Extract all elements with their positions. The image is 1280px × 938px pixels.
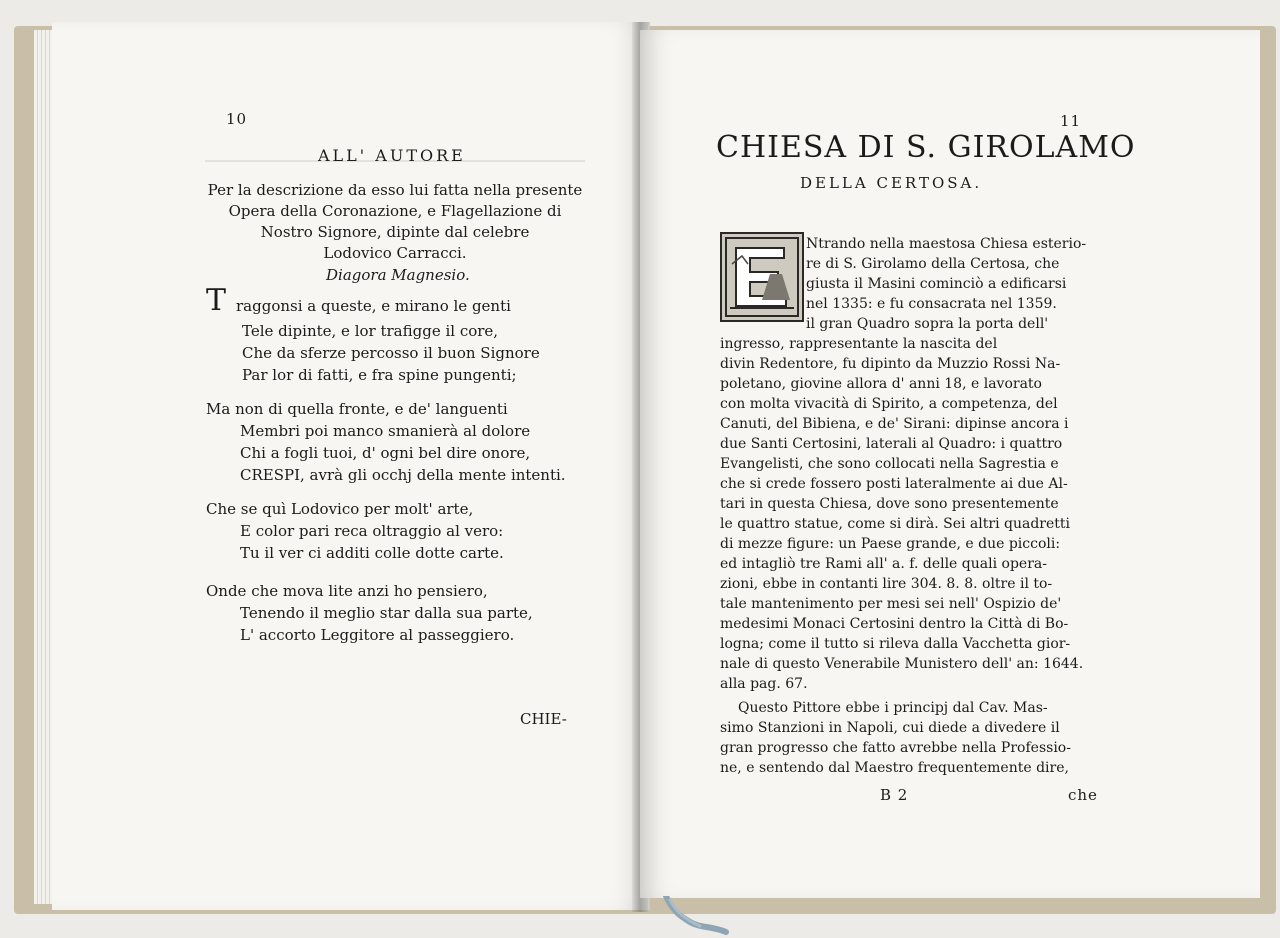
verse-line: Membri poi manco smanierà al dolore — [240, 422, 531, 440]
left-catchword: CHIE- — [520, 710, 567, 728]
prose-line: il gran Quadro sopra la porta dell' — [806, 316, 1049, 332]
verse-line: CRESPI, avrà gli occhj della mente intenti. — [240, 466, 566, 484]
prose-line: nale di questo Venerabile Munistero dell' an: 1644. — [720, 656, 1084, 672]
prose-line: medesimi Monaci Certosini dentro la Città di Bo- — [720, 616, 1069, 632]
verse-line: Tele dipinte, e lor trafigge il core, — [242, 322, 499, 340]
dedication-line: Nostro Signore, dipinte dal celebre — [260, 223, 530, 241]
prose-line: giusta il Masini cominciò a edificarsi — [806, 276, 1067, 292]
prose-line: re di S. Girolamo della Certosa, che — [806, 256, 1060, 272]
prose-line: le quattro statue, come si dirà. Sei altri quadretti — [720, 516, 1070, 532]
prose-line: due Santi Certosini, laterali al Quadro: i quattro — [720, 436, 1063, 452]
verse-line: E color pari reca oltraggio al vero: — [240, 522, 504, 540]
prose-line: logna; come il tutto si rileva dalla Vacchetta gior- — [720, 636, 1071, 652]
poem-dropcap: T — [206, 283, 227, 318]
chapter-title: CHIESA DI S. GIROLAMO — [716, 130, 1136, 165]
poem-author: Diagora Magnesio. — [326, 266, 470, 284]
dedication-line: Per la descrizione da esso lui fatta nella presente — [207, 181, 583, 199]
verse-line: L' accorto Leggitore al passeggiero. — [240, 626, 515, 644]
prose-line: poletano, giovine allora d' anni 18, e lavorato — [720, 376, 1042, 392]
verse-line: Che se quì Lodovico per molt' arte, — [206, 500, 474, 518]
prose-line: ne, e sentendo dal Maestro frequentemente dire, — [720, 760, 1069, 776]
prose-line: Evangelisti, che sono collocati nella Sagrestia e — [720, 456, 1059, 472]
dedication-line: Lodovico Carracci. — [323, 244, 467, 262]
prose-line: zioni, ebbe in contanti lire 304. 8. 8. oltre il to- — [720, 576, 1053, 592]
left-page-number: 10 — [226, 110, 248, 128]
left-page-heading: ALL' AUTORE — [318, 146, 466, 165]
prose-line: tari in questa Chiesa, dove sono presentemente — [720, 496, 1059, 512]
chapter-subtitle: DELLA CERTOSA. — [800, 174, 983, 192]
prose-line: simo Stanzioni in Napoli, cui diede a divedere il — [720, 720, 1060, 736]
prose-line: Questo Pittore ebbe i principj dal Cav. Mas- — [738, 700, 1048, 716]
right-page-number: 11 — [1060, 112, 1082, 130]
prose-line: divin Redentore, fu dipinto da Muzzio Rossi Na- — [720, 356, 1061, 372]
prose-line: alla pag. 67. — [720, 676, 808, 692]
show-through-mark — [205, 130, 585, 162]
prose-line: nel 1335: e fu consacrata nel 1359. — [806, 296, 1057, 312]
prose-line: che si crede fossero posti lateralmente ai due Al- — [720, 476, 1068, 492]
prose-line: di mezze figure: un Paese grande, e due piccoli: — [720, 536, 1061, 552]
verse-line: Chi a fogli tuoi, d' ogni bel dire onore, — [240, 444, 531, 462]
verse-line: Tu il ver ci additi colle dotte carte. — [240, 544, 504, 562]
prose-line: Ntrando nella maestosa Chiesa esterio- — [806, 236, 1087, 252]
right-catchword: che — [1068, 786, 1098, 804]
verse-line: Tenendo il meglio star dalla sua parte, — [240, 604, 533, 622]
dedication-line: Opera della Coronazione, e Flagellazione di — [228, 202, 562, 220]
prose-line: tale mantenimento per mesi sei nell' Ospizio de' — [720, 596, 1062, 612]
verse-line: Che da sferze percosso il buon Signore — [242, 344, 540, 362]
woodcut-initial — [720, 232, 804, 322]
prose-line: Canuti, del Bibiena, e de' Sirani: dipinse ancora i — [720, 416, 1069, 432]
verse-line: Ma non di quella fronte, e de' languenti — [206, 400, 508, 418]
bookmark-ribbon-icon — [660, 896, 730, 936]
prose-line: ingresso, rappresentante la nascita del — [720, 336, 998, 352]
verse-line: Par lor di fatti, e fra spine pungenti; — [242, 366, 517, 384]
prose-line: con molta vivacità di Spirito, a competenza, del — [720, 396, 1058, 412]
verse-line: raggonsi a queste, e mirano le genti — [236, 297, 511, 315]
prose-line: gran progresso che fatto avrebbe nella Professio- — [720, 740, 1071, 756]
prose-line: ed intagliò tre Rami all' a. f. delle quali opera- — [720, 556, 1047, 572]
verse-line: Onde che mova lite anzi ho pensiero, — [206, 582, 488, 600]
woodcut-illustration-icon — [722, 234, 802, 320]
signature-mark: B 2 — [880, 786, 909, 804]
